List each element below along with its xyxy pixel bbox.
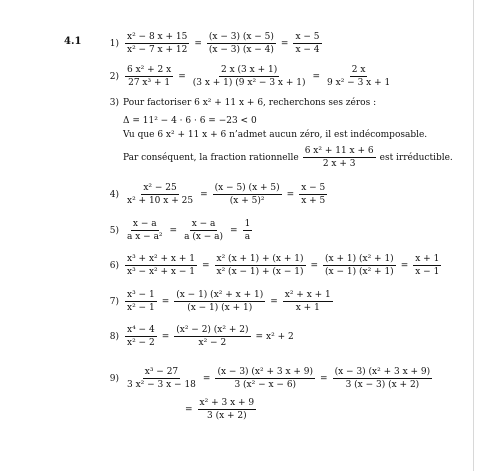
fraction xyxy=(198,398,257,421)
math-expression xyxy=(123,32,324,55)
exercise-3 xyxy=(105,98,376,108)
exercise-number: 3) xyxy=(109,98,119,108)
numerator: x² − 8 x + 15 xyxy=(127,32,188,42)
exercise-number: 9) xyxy=(109,373,119,384)
exercise-6 xyxy=(105,254,443,277)
conclusion-line xyxy=(123,146,453,169)
equals-sign: = xyxy=(169,225,178,236)
equals-sign: = xyxy=(280,38,289,49)
equals-sign: = xyxy=(194,38,202,49)
math-expression xyxy=(123,98,376,108)
denominator: 3 (x + 2) xyxy=(207,411,247,421)
fraction xyxy=(182,219,225,242)
equals-sign: = xyxy=(310,260,319,271)
exercise-2 xyxy=(105,65,394,88)
denominator: x − 4 xyxy=(295,45,320,55)
exercise-9 xyxy=(105,367,434,390)
exercise-1 xyxy=(105,32,324,55)
math-expression xyxy=(182,398,258,421)
exercise-10 xyxy=(182,398,258,421)
fraction xyxy=(243,219,253,242)
numerator: 2 x (3 x + 1) xyxy=(221,65,278,75)
numerator: x − a xyxy=(191,219,216,229)
fraction xyxy=(283,290,333,313)
math-expression xyxy=(123,367,434,390)
exercise-number: 6) xyxy=(109,260,119,271)
numerator: (x² − 2) (x² + 2) xyxy=(176,325,249,335)
denominator: x² − 2 xyxy=(198,338,227,348)
fraction xyxy=(215,254,306,277)
numerator: 2 x xyxy=(351,65,366,75)
equals-sign: = xyxy=(185,404,193,415)
numerator: x² − 25 xyxy=(143,183,177,193)
fraction xyxy=(125,32,189,55)
numerator: x − 5 xyxy=(295,32,320,42)
math-expression xyxy=(123,325,294,348)
numerator: (x − 5) (x + 5) xyxy=(214,183,280,193)
numerator: x² + 3 x + 9 xyxy=(199,398,255,408)
numerator: (x − 3) (x² + 3 x + 9) xyxy=(334,367,431,377)
numerator: x² (x + 1) + (x + 1) xyxy=(216,254,304,264)
denominator: (x + 5)² xyxy=(229,196,265,206)
denominator: x² + 10 x + 25 xyxy=(127,196,194,206)
fraction xyxy=(299,183,327,206)
fraction xyxy=(333,367,433,390)
fraction xyxy=(215,367,315,390)
equals-sign: = xyxy=(270,296,278,307)
exercise-number: 4) xyxy=(109,189,119,200)
equals-sign: = xyxy=(202,373,211,384)
indecomposable-line: Vu que 6 x² + 11 x + 6 n’admet aucun zéro, il est indécomposable. xyxy=(123,130,428,140)
math-text: Pour factoriser 6 x² + 11 x + 6, recherchons ses zéros : xyxy=(123,98,377,108)
fraction xyxy=(174,290,265,313)
numerator: 6 x² + 2 x xyxy=(127,65,172,75)
denominator: 27 x³ + 1 xyxy=(128,78,171,88)
equals-sign: = xyxy=(230,225,238,236)
fraction xyxy=(191,65,308,88)
fraction xyxy=(125,367,198,390)
equals-sign: = xyxy=(178,71,186,82)
denominator: x − 1 xyxy=(415,267,440,277)
numerator: 6 x² + 11 x + 6 xyxy=(304,146,374,156)
exercise-4 xyxy=(105,183,329,206)
math-text: x² + 2 xyxy=(266,331,294,342)
equals-sign: = xyxy=(320,373,328,384)
fraction xyxy=(125,65,173,88)
exercise-number: 8) xyxy=(109,331,119,342)
equals-sign: = xyxy=(286,189,295,200)
equals-sign: = xyxy=(400,260,409,271)
fraction xyxy=(125,325,157,348)
fraction xyxy=(125,290,157,313)
math-expression xyxy=(123,290,335,313)
equals-sign: = xyxy=(255,331,264,342)
denominator: (x − 1) (x + 1) xyxy=(187,303,253,313)
numerator: (x − 3) (x² + 3 x + 9) xyxy=(217,367,314,377)
denominator: x² (x − 1) + (x − 1) xyxy=(216,267,304,277)
denominator: 3 x² − 3 x − 18 xyxy=(127,380,196,390)
denominator: 9 x² − 3 x + 1 xyxy=(327,78,391,88)
numerator: x + 1 xyxy=(415,254,440,264)
equals-sign: = xyxy=(200,189,208,200)
exercise-number: 7) xyxy=(109,296,119,307)
fraction xyxy=(325,65,392,88)
exercise-number: 5) xyxy=(109,225,119,236)
fraction xyxy=(125,219,165,242)
delta-line: Δ = 11² − 4 · 6 · 6 = −23 < 0 xyxy=(123,116,257,126)
equals-sign: = xyxy=(161,296,170,307)
equals-sign: = xyxy=(312,71,321,82)
denominator: (x − 3) (x − 4) xyxy=(208,45,274,55)
denominator: x² − 7 x + 12 xyxy=(127,45,188,55)
numerator: x³ − 1 xyxy=(127,290,155,300)
section-number: 4.1 xyxy=(64,36,82,47)
denominator: x + 5 xyxy=(301,196,326,206)
conclusion-text-after: est irréductible. xyxy=(379,152,453,163)
math-expression xyxy=(123,65,394,88)
fraction xyxy=(293,32,321,55)
numerator: x − a xyxy=(132,219,157,229)
denominator: 3 (x − 3) (x + 2) xyxy=(345,380,420,390)
denominator: x² − 1 xyxy=(127,303,155,313)
denominator: (3 x + 1) (9 x² − 3 x + 1) xyxy=(192,78,306,88)
numerator: 1 xyxy=(244,219,251,229)
fraction xyxy=(207,32,276,55)
denominator: 2 x + 3 xyxy=(322,159,356,169)
numerator: (x + 1) (x² + 1) xyxy=(325,254,394,264)
fraction xyxy=(323,254,396,277)
equals-sign: = xyxy=(201,260,210,271)
exercise-number: 1) xyxy=(109,38,119,49)
denominator: x + 1 xyxy=(295,303,320,313)
denominator: a (x − a) xyxy=(184,232,224,242)
denominator: x³ − x² + x − 1 xyxy=(127,267,195,277)
numerator: x² + x + 1 xyxy=(284,290,331,300)
math-expression xyxy=(123,219,254,242)
equals-sign: = xyxy=(161,331,170,342)
fraction xyxy=(125,254,197,277)
exercise-8 xyxy=(105,325,294,348)
fraction xyxy=(125,183,195,206)
numerator: (x − 3) (x − 5) xyxy=(208,32,274,42)
numerator: x³ + x² + x + 1 xyxy=(127,254,195,264)
math-expression xyxy=(123,254,443,277)
numerator: (x − 1) (x² + x + 1) xyxy=(176,290,264,300)
conclusion-text-before: Par conséquent, la fraction rationnelle xyxy=(123,152,299,163)
numerator: x⁴ − 4 xyxy=(127,325,155,335)
denominator: (x − 1) (x² + 1) xyxy=(325,267,394,277)
math-expression xyxy=(123,183,329,206)
fraction xyxy=(213,183,282,206)
exercise-5 xyxy=(105,219,254,242)
exercise-number: 2) xyxy=(109,71,119,82)
denominator: x² − 2 xyxy=(127,338,155,348)
numerator: x − 5 xyxy=(301,183,326,193)
denominator: 3 (x² − x − 6) xyxy=(234,380,297,390)
denominator: a xyxy=(244,232,251,242)
denominator: a x − a² xyxy=(127,232,163,242)
fraction xyxy=(413,254,441,277)
fraction xyxy=(174,325,250,348)
numerator: x³ − 27 xyxy=(144,367,179,377)
right-border-line xyxy=(473,0,474,471)
exercise-7 xyxy=(105,290,335,313)
fraction xyxy=(303,146,376,169)
